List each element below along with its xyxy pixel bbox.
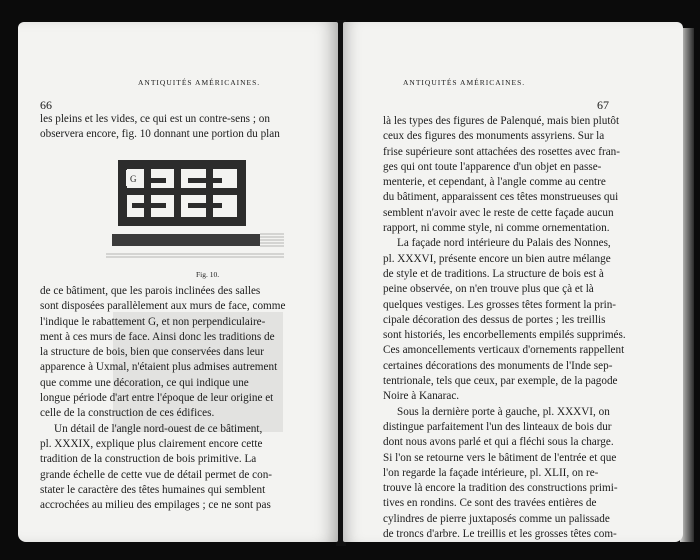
left-running-head: ANTIQUITÉS AMÉRICAINES. — [138, 78, 261, 87]
text-line: l'indique le rabattement G, et non perpendiculaire- — [40, 315, 266, 328]
text-line: La façade nord intérieure du Palais des Nonnes, — [397, 237, 611, 250]
text-line: peine observée, on n'en trouve plus que çà et là — [383, 283, 594, 296]
text-line: de ce bâtiment, que les parois inclinées des salles — [40, 285, 261, 297]
text-line: semblent n'avoir avec le reste de cette façade aucun — [383, 206, 614, 219]
left-top-text — [40, 112, 316, 143]
text-line: tradition de la construction de bois primitive. La — [40, 453, 257, 466]
right-page-number: 67 — [597, 98, 609, 112]
text-line: les pleins et les vides, ce qui est un contre-sens ; on — [40, 113, 270, 125]
text-line: de troncs d'arbre. Le treillis et les grosses têtes com- — [383, 528, 617, 541]
text-line: quelques vestiges. Les grosses têtes forment la prin- — [383, 298, 617, 311]
text-line: Si l'on se retourne vers le bâtiment de l'entrée et que — [383, 451, 617, 464]
text-line: du bâtiment, apparaissent ces têtes monstrueuses qui — [383, 191, 619, 204]
text-line: la structure de bois, bien que conservées dans leur — [40, 346, 264, 359]
text-line: frise supérieure sont attachées des rosettes avec fran- — [383, 145, 621, 158]
text-line: certaines décorations des monuments de l'Inde sep- — [383, 359, 613, 372]
text-line: cylindres de pierre juxtaposés comme un palissade — [383, 512, 610, 525]
text-line: observera encore, fig. 10 donnant une portion du plan — [40, 128, 280, 141]
text-line: ceux des figures des monuments assyriens. Sur la — [383, 130, 605, 143]
left-page-number: 66 — [40, 98, 52, 112]
text-line: tives en rondins. Ce sont des travées entières de — [383, 497, 597, 510]
text-line: grande échelle de cette vue de détail permet de con- — [40, 468, 273, 481]
text-line: Ces amoncellements verticaux d'ornements rappellent — [383, 344, 625, 357]
text-line: sont historiés, les encorbellements empilés supprimés. — [383, 329, 626, 342]
text-line: Noire à Kanarac. — [383, 390, 460, 403]
text-line: longue période d'art entre l'époque de leur origine et — [40, 392, 274, 405]
figure-caption: Fig. 10. — [196, 270, 220, 279]
left-body-text — [40, 284, 316, 513]
text-line: Un détail de l'angle nord-ouest de ce bâtiment, — [54, 422, 263, 435]
text-line: tentrionale, tels que ceux, par exemple, de la pagode — [383, 375, 618, 388]
left-page — [18, 22, 338, 542]
text-line: apparence à Uxmal, n'étaient plus admises autrement — [40, 361, 278, 374]
text-line: pl. XXXIX, explique plus clairement encore cette — [40, 437, 263, 450]
text-line: cipale décoration des dessus de portes ; les treillis — [383, 313, 606, 326]
right-running-head: ANTIQUITÉS AMÉRICAINES. — [403, 78, 526, 87]
text-line: trouve là encore la tradition des constructions primi- — [383, 482, 618, 495]
text-line: dont nous avons parlé et qui a fléchi sous la charge. — [383, 436, 614, 449]
text-line: ment à ces murs de face. Ainsi donc les traditions de — [40, 330, 275, 343]
text-line: là les types des figures de Palenqué, mais bien plutôt — [383, 115, 620, 127]
text-line: pl. XXXVI, présente encore un bien autre mélange — [383, 252, 611, 265]
text-line: Sous la dernière porte à gauche, pl. XXXVI, on — [397, 405, 610, 418]
right-body-text — [383, 114, 665, 542]
floor-plan-figure — [106, 152, 296, 270]
text-line: de style et de traditions. La structure de bois est à — [383, 267, 604, 280]
text-line: sont disposées parallèlement aux murs de face, comme — [40, 300, 286, 313]
text-line: que comme une décoration, ce qui indique une — [40, 376, 249, 389]
text-line: menterie, et cependant, à l'angle comme au centre — [383, 176, 606, 189]
figure-label-g: G — [130, 174, 137, 184]
text-line: accrochées au milieu des empilages ; ce ne sont pas — [40, 499, 271, 512]
right-page — [343, 22, 683, 542]
text-line: rapport, ni comme style, ni comme ornementation. — [383, 222, 610, 235]
text-line: ges qui ont toute l'apparence d'un objet en passe- — [383, 160, 602, 173]
text-line: celle de la construction de ces édifices. — [40, 407, 215, 420]
text-line: l'on regarde la façade intérieure, pl. XLII, on re- — [383, 466, 599, 479]
text-line: stater le caractère des têtes humaines qui semblent — [40, 483, 266, 496]
text-line: distingue parfaitement l'un des linteaux de bois dur — [383, 420, 612, 433]
